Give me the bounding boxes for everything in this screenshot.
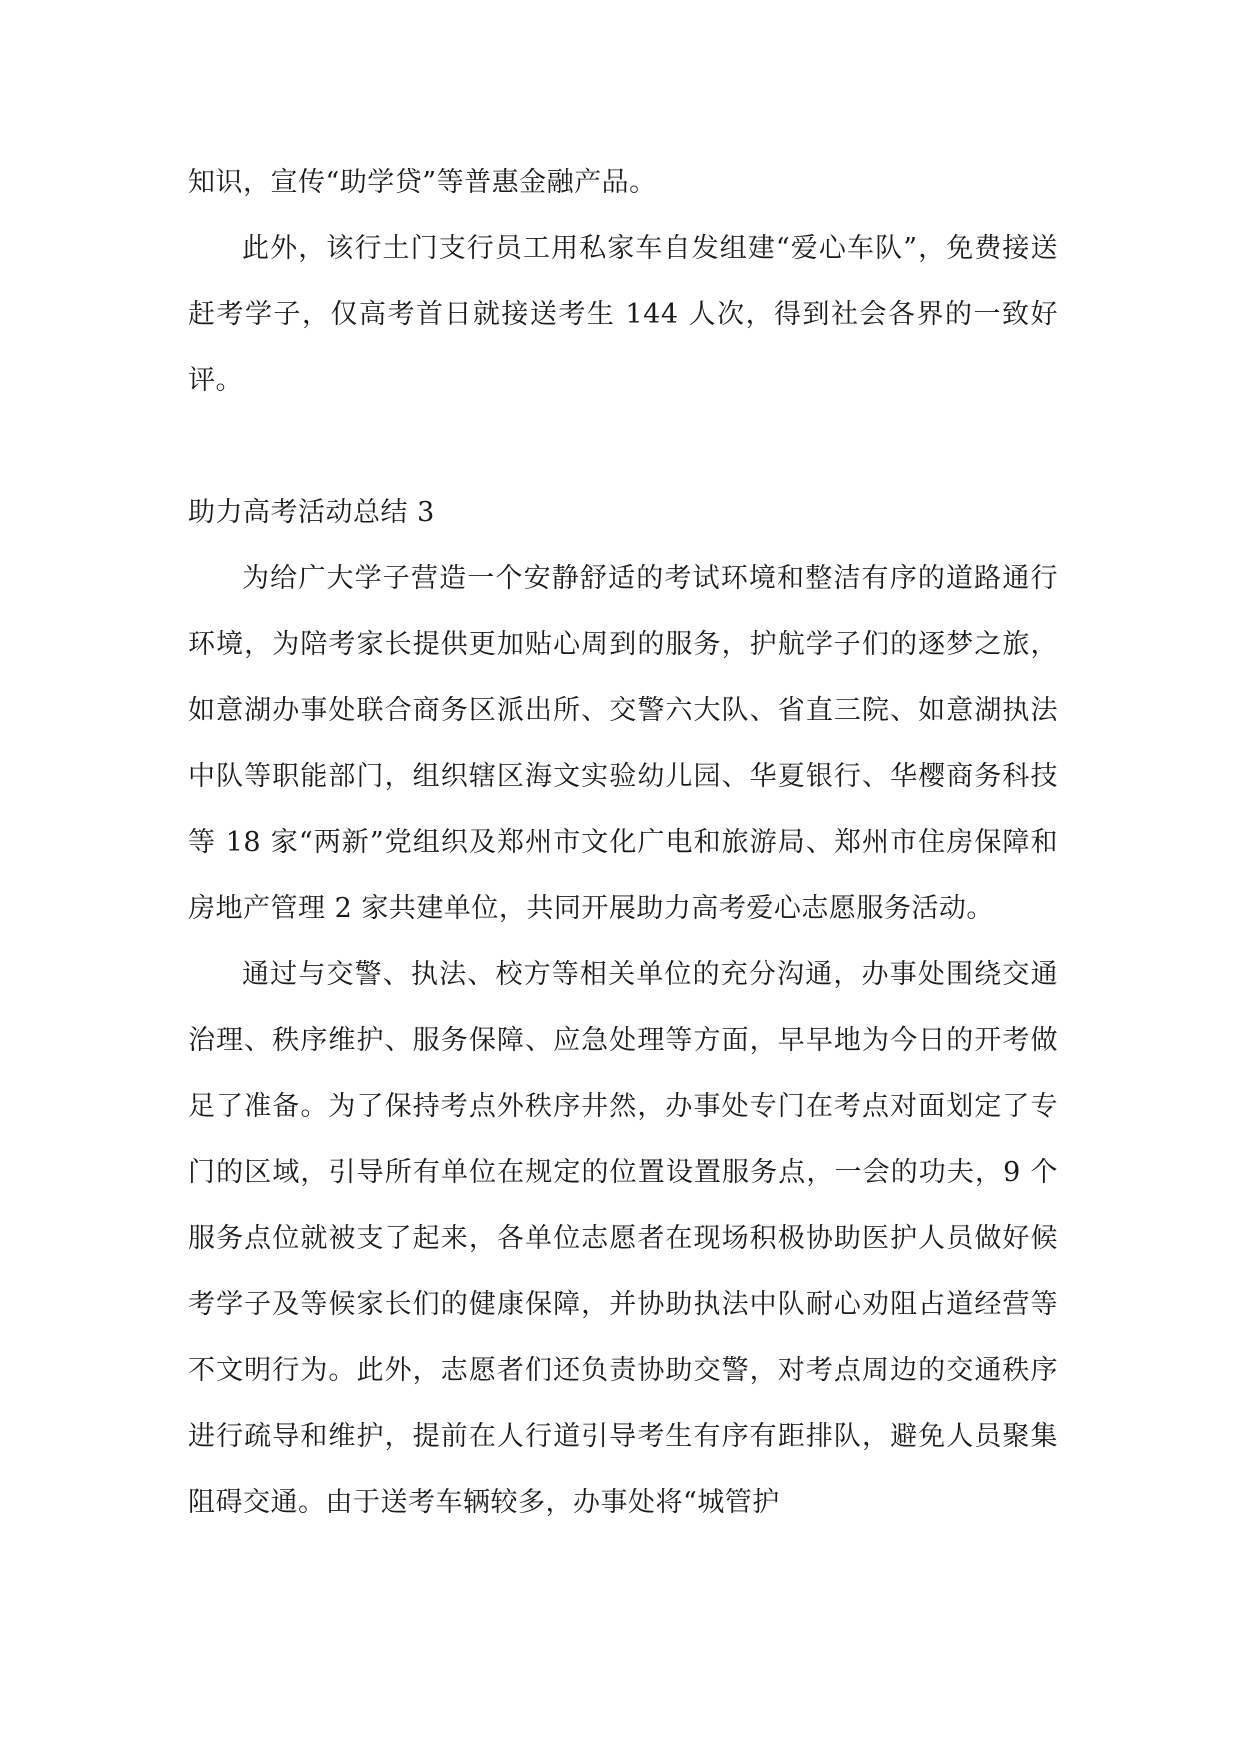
paragraph-continuation: 知识，宣传“助学贷”等普惠金融产品。 [188, 167, 657, 198]
paragraph-love-fleet: 此外，该行土门支行员工用私家车自发组建“爱心车队”，免费接送赶考学子，仅高考首日就接送考生 144 人次，得到社会各界的一致好评。 [188, 233, 1058, 396]
document-page [188, 150, 1058, 1536]
paragraph-volunteer-activity: 为给广大学子营造一个安静舒适的考试环境和整洁有序的道路通行环境，为陪考家长提供更加贴心周到的服务，护航学子们的逐梦之旅，如意湖办事处联合商务区派出所、交警六大队、省直三院、如意湖执法中队等职能部门，组织辖区海文实验幼儿园、华夏银行、华樱商务科技等 18 家“两新”党组织及郑州市文化广电和旅游局、郑州市住房保障和房地产管理 2 家共建单位，共同开展助力高考爱心志愿服务活动。 [188, 563, 1058, 924]
section-heading: 助力高考活动总结 3 [188, 497, 435, 528]
paragraph-preparation: 通过与交警、执法、校方等相关单位的充分沟通，办事处围绕交通治理、秩序维护、服务保障、应急处理等方面，早早地为今日的开考做足了准备。为了保持考点外秩序井然，办事处专门在考点对面划定了专门的区域，引导所有单位在规定的位置设置服务点，一会的功夫，9 个服务点位就被支了起来，各单位志愿者在现场积极协助医护人员做好候考学子及等候家长们的健康保障，并协助执法中队耐心劝阻占道经营等不文明行为。此外，志愿者们还负责协助交警，对考点周边的交通秩序进行疏导和维护，提前在人行道引导考生有序有距排队，避免人员聚集阻碍交通。由于送考车辆较多，办事处将“城管护 [188, 959, 1058, 1518]
